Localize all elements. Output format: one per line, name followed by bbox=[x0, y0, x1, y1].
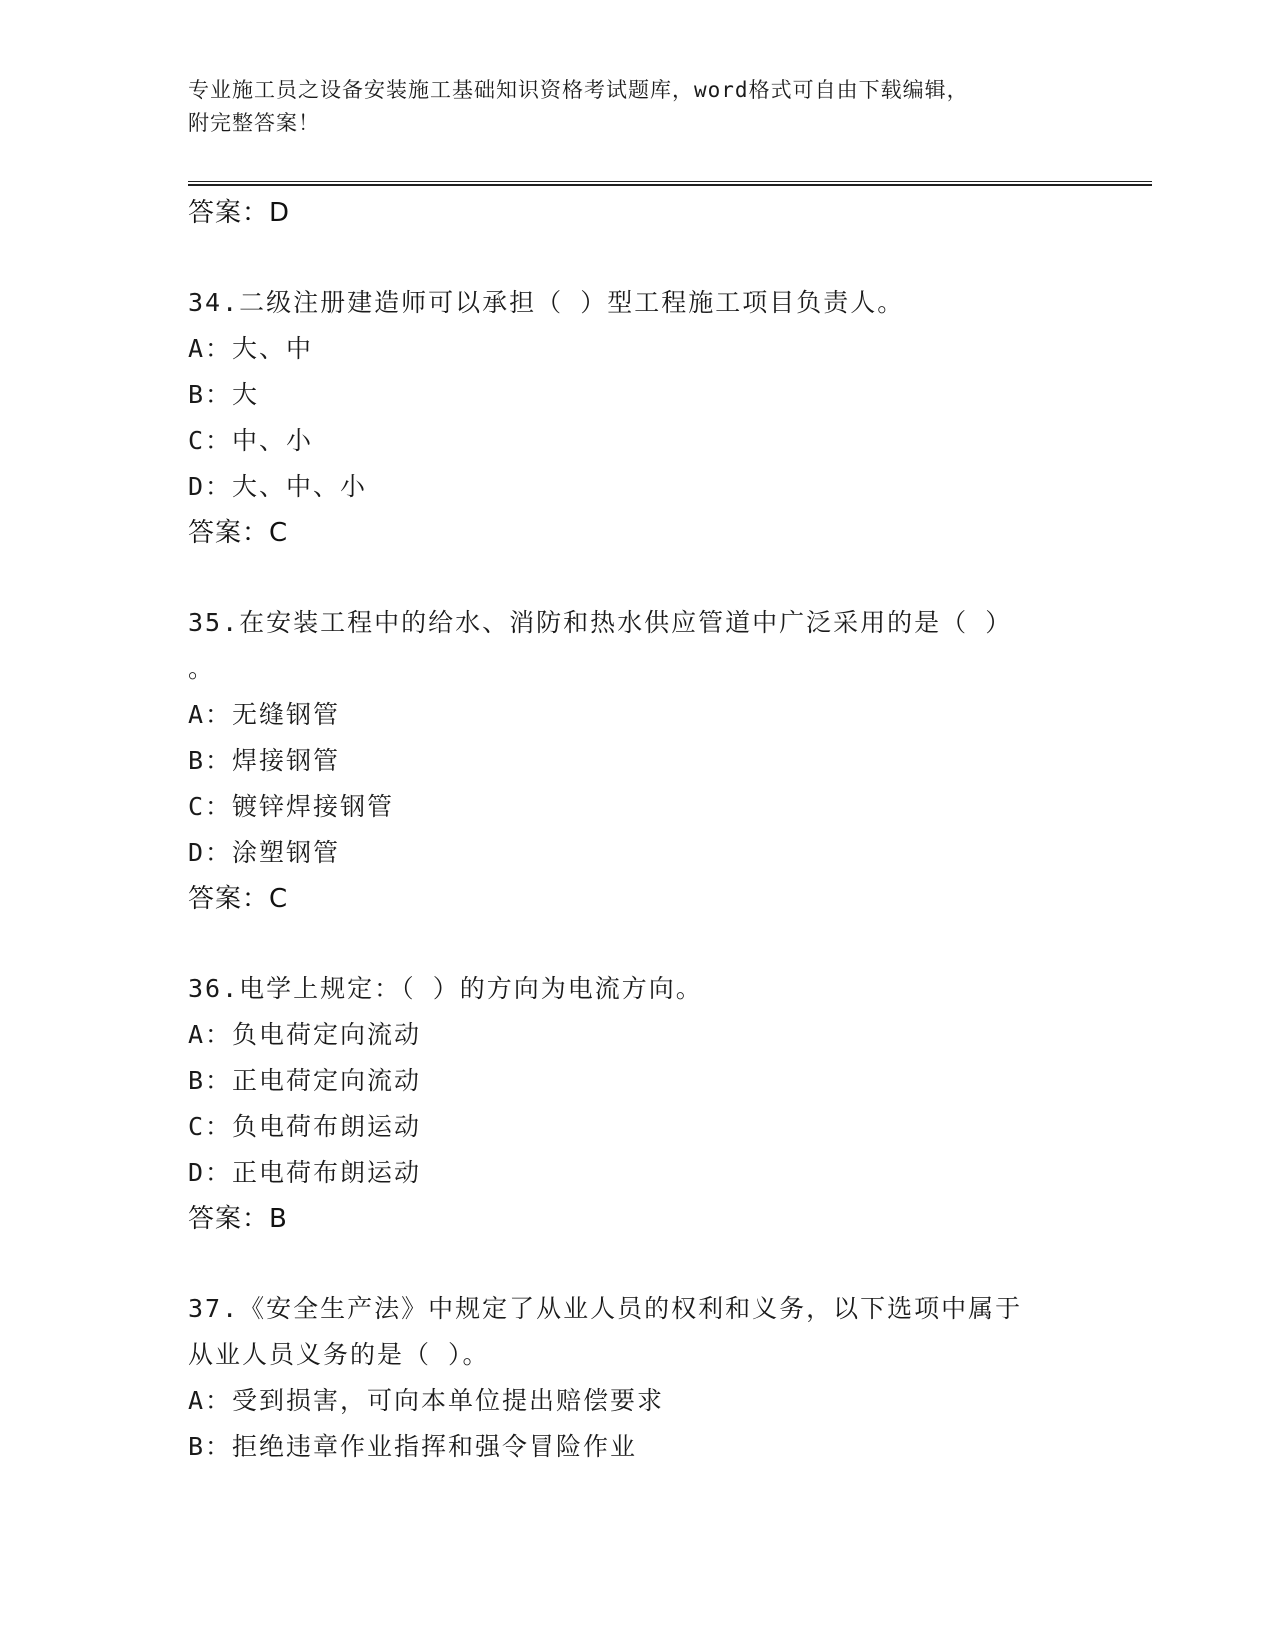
question-stem: 34.二级注册建造师可以承担（ ）型工程施工项目负责人。 bbox=[188, 288, 905, 317]
answer-line bbox=[188, 876, 1152, 922]
option-a: A：受到损害，可向本单位提出赔偿要求 bbox=[188, 1386, 665, 1415]
question-stem: 36.电学上规定：（ ）的方向为电流方向。 bbox=[188, 974, 703, 1003]
answer-value: D bbox=[269, 198, 291, 228]
answer-value: C bbox=[269, 518, 289, 548]
header-line-2: 附完整答案！ bbox=[188, 111, 320, 135]
answer-line bbox=[188, 190, 1152, 236]
option-b: B：焊接钢管 bbox=[188, 746, 341, 775]
option-a: A：负电荷定向流动 bbox=[188, 1020, 422, 1049]
answer-label: 答案： bbox=[188, 884, 270, 914]
option-c: C：中、小 bbox=[188, 426, 314, 455]
option-b: B：大 bbox=[188, 380, 260, 409]
answer-value: C bbox=[269, 884, 289, 914]
page-header bbox=[188, 74, 1088, 140]
option-d: D：正电荷布朗运动 bbox=[188, 1158, 422, 1187]
option-d: D：涂塑钢管 bbox=[188, 838, 341, 867]
header-divider bbox=[188, 181, 1152, 186]
answer-label: 答案： bbox=[188, 198, 270, 228]
question-list bbox=[188, 190, 1152, 1470]
question-37 bbox=[188, 1286, 1152, 1470]
option-b: B：拒绝违章作业指挥和强令冒险作业 bbox=[188, 1432, 638, 1461]
question-34 bbox=[188, 280, 1152, 556]
option-b: B：正电荷定向流动 bbox=[188, 1066, 422, 1095]
option-a: A：大、中 bbox=[188, 334, 314, 363]
question-stem-continued: 从业人员义务的是（ ）。 bbox=[188, 1340, 490, 1369]
question-stem: 37.《安全生产法》中规定了从业人员的权利和义务，以下选项中属于 bbox=[188, 1294, 1023, 1323]
answer-value: B bbox=[269, 1204, 288, 1234]
answer-line bbox=[188, 510, 1152, 556]
question-36 bbox=[188, 966, 1152, 1242]
option-d: D：大、中、小 bbox=[188, 472, 368, 501]
question-stem: 35.在安装工程中的给水、消防和热水供应管道中广泛采用的是（ ） bbox=[188, 608, 1013, 637]
question-stem-continued: 。 bbox=[188, 654, 216, 683]
header-line-1: 专业施工员之设备安装施工基础知识资格考试题库，word格式可自由下载编辑， bbox=[188, 78, 969, 102]
answer-label: 答案： bbox=[188, 518, 270, 548]
answer-label: 答案： bbox=[188, 1204, 270, 1234]
option-c: C：镀锌焊接钢管 bbox=[188, 792, 395, 821]
option-c: C：负电荷布朗运动 bbox=[188, 1112, 422, 1141]
answer-line bbox=[188, 1196, 1152, 1242]
question-35 bbox=[188, 600, 1152, 922]
option-a: A：无缝钢管 bbox=[188, 700, 341, 729]
